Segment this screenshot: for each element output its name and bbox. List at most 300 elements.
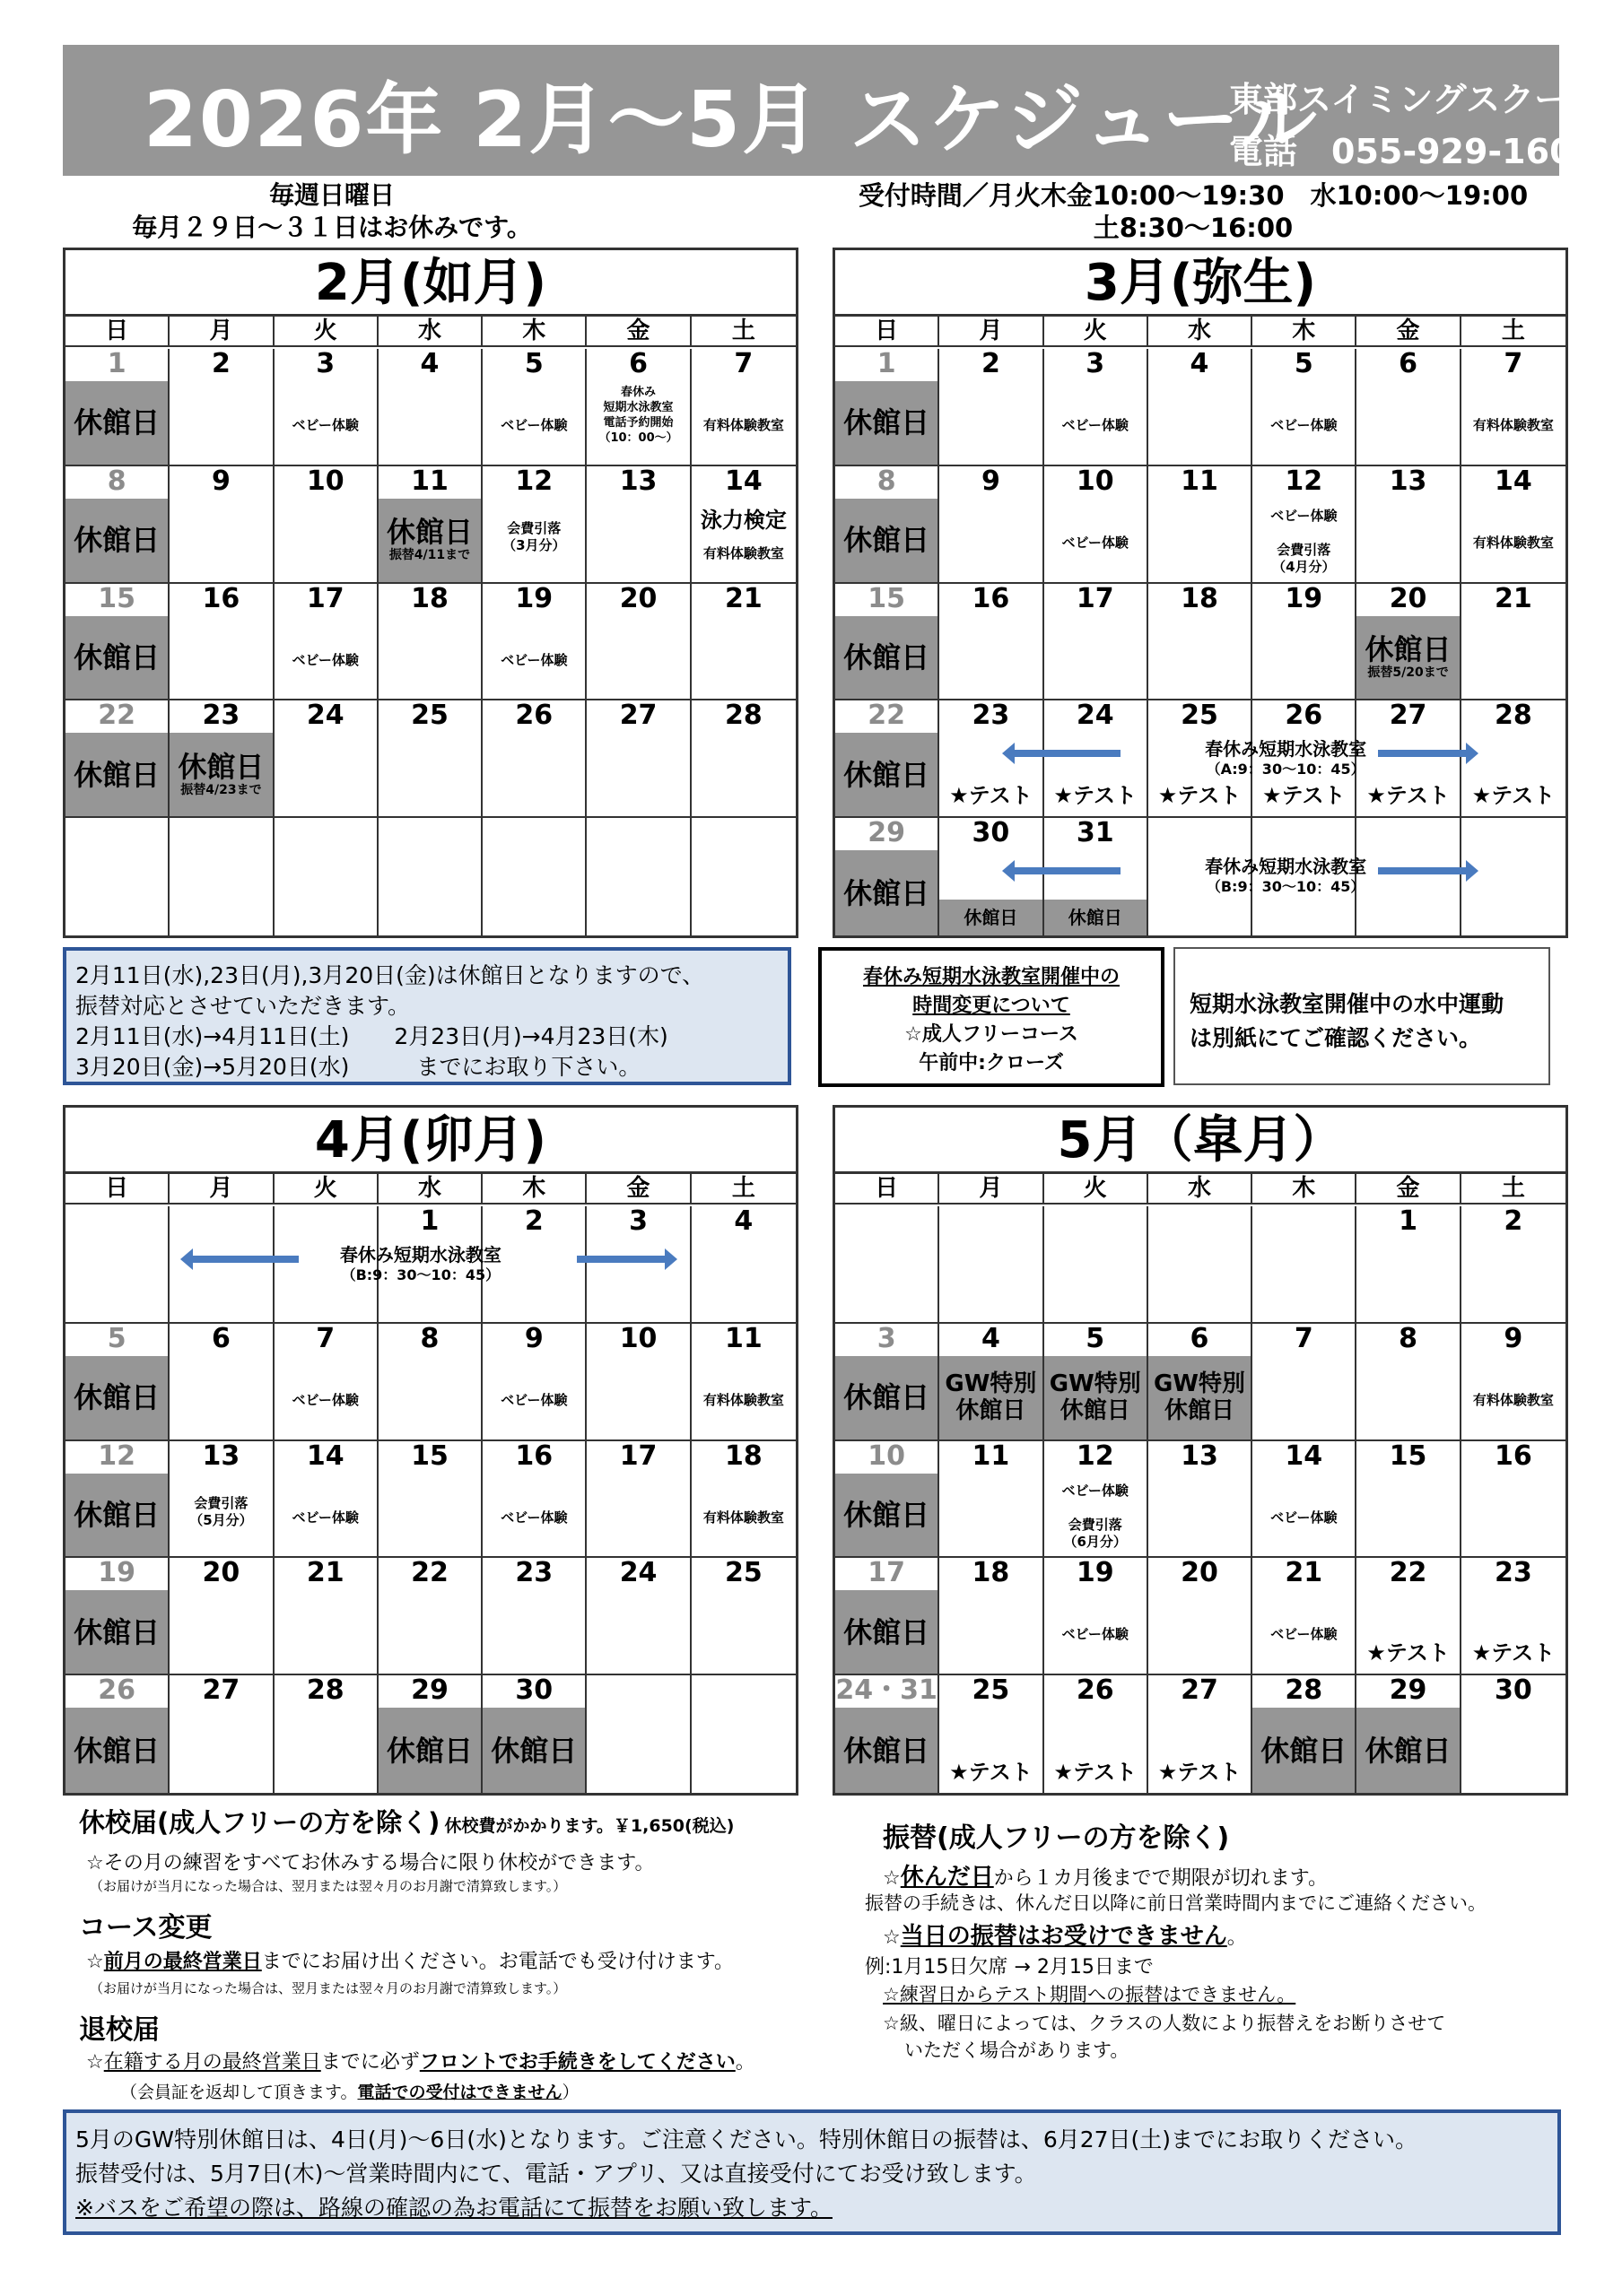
- day-number: 1: [876, 349, 896, 379]
- closed-day: 休館日: [65, 381, 168, 465]
- day-event: 有料体験教室: [702, 544, 784, 561]
- day-number: 29: [868, 818, 906, 849]
- day-number: 14: [724, 465, 763, 497]
- day-event: ベビー体験: [1061, 534, 1129, 551]
- closed-day: 休館日: [835, 1474, 937, 1557]
- calendar-day-cell: [1356, 1675, 1461, 1793]
- calendar-day-cell: [379, 1441, 483, 1559]
- calendar-day-cell: [1461, 349, 1565, 466]
- day-number: 24・31: [835, 1675, 937, 1707]
- calendar-day-cell: [1461, 1558, 1565, 1675]
- taiko-head: 退校届: [79, 2014, 160, 2046]
- calendar-day-cell: [275, 349, 379, 466]
- day-number: 5: [107, 1323, 126, 1354]
- calendar-day-cell: [1044, 1324, 1148, 1441]
- day-number: 2: [981, 349, 1000, 379]
- weekday-label: 土: [1501, 1175, 1525, 1202]
- day-number: 25: [972, 1675, 1010, 1707]
- day-event: ベビー体験: [501, 1391, 568, 1408]
- calendar-day-cell: [692, 349, 796, 466]
- closed-day: 休館日: [835, 381, 937, 465]
- calendar-day-cell: [483, 1324, 587, 1441]
- weekday-label: 火: [1044, 1174, 1148, 1203]
- day-number: 18: [411, 583, 449, 614]
- day-number: 23: [972, 700, 1010, 732]
- day-event: 会費引落 （6月分）: [1063, 1516, 1127, 1550]
- day-number: 12: [515, 465, 554, 497]
- day-number: 6: [1399, 349, 1417, 379]
- test-marker: ★テスト: [1471, 1640, 1556, 1666]
- calendar-day-cell: [1461, 1441, 1565, 1559]
- day-event: 有料体験教室: [1472, 534, 1554, 551]
- closed-day: 休館日: [65, 1590, 168, 1674]
- calendar-day-cell: [170, 818, 274, 935]
- day-number: 18: [724, 1440, 763, 1472]
- spring-class-label: 春休み短期水泳教室 （A:9：30～10：45）: [1205, 738, 1367, 778]
- calendar-day-cell: [1252, 1675, 1356, 1793]
- calendar-day-cell: [692, 700, 796, 818]
- day-number: 20: [619, 583, 658, 614]
- day-number: 30: [972, 818, 1010, 849]
- test-marker: ★テスト: [949, 1759, 1033, 1785]
- calendar-day-cell: [1252, 1206, 1356, 1324]
- day-number: 21: [724, 583, 763, 614]
- furikae-l1: ☆休んだ日から１カ月後までで期限が切れます。: [883, 1864, 1328, 1891]
- month-title: 3月(弥生): [835, 250, 1565, 317]
- closed-day: 休館日: [835, 733, 937, 816]
- day-number: 14: [1494, 465, 1532, 497]
- month-title: 2月(如月): [65, 250, 796, 317]
- closed-bar: 休館日: [1044, 900, 1147, 935]
- calendar-day-cell: [587, 584, 691, 701]
- calendar-day-cell: [587, 1324, 691, 1441]
- course-l1: ☆前月の最終営業日までにお届け出ください。お電話でも受け付けます。: [86, 1951, 734, 1973]
- day-number: 30: [515, 1675, 554, 1707]
- calendar-day-cell: [1252, 1558, 1356, 1675]
- day-number: 19: [1076, 1558, 1114, 1589]
- calendar-day-cell: [1252, 1441, 1356, 1559]
- day-event: 有料体験教室: [702, 417, 784, 433]
- calendar-day-cell: [692, 1206, 796, 1324]
- time-change-l3: ☆成人フリーコース: [904, 1023, 1078, 1046]
- weekday-header: [835, 1174, 1565, 1205]
- day-number: 22: [98, 700, 136, 732]
- furikae-l6: ☆級、曜日によっては、クラスの人数により振替えをお断りさせて: [883, 2013, 1446, 2034]
- day-number: 20: [1389, 583, 1427, 614]
- time-change-l1: 春休み短期水泳教室開催中の: [862, 966, 1120, 988]
- day-number: 4: [420, 349, 440, 379]
- calendar-day-cell: [835, 700, 939, 818]
- day-event: ベビー体験: [1270, 1509, 1338, 1526]
- calendar-day-cell: [483, 1441, 587, 1559]
- calendar-day-cell: [1148, 1206, 1252, 1324]
- calendar-day-cell: [1044, 1675, 1148, 1793]
- day-number: 5: [524, 349, 544, 379]
- day-number: 7: [316, 1323, 336, 1354]
- calendar-day-cell: [692, 1558, 796, 1675]
- weekday-label: 水: [1148, 317, 1252, 345]
- calendar-day-cell: [379, 700, 483, 818]
- day-number: 29: [411, 1675, 449, 1707]
- calendar-day-cell: [170, 1324, 274, 1441]
- day-number: 21: [306, 1558, 344, 1589]
- day-number: 20: [1181, 1558, 1218, 1589]
- test-marker: ★テスト: [1366, 1640, 1450, 1666]
- calendar-day-cell: [835, 466, 939, 584]
- day-number: 11: [972, 1440, 1010, 1472]
- calendar-day-cell: [170, 1558, 274, 1675]
- calendar-day-cell: [1044, 584, 1148, 701]
- calendar-day-cell: [275, 700, 379, 818]
- test-marker: ★テスト: [1053, 1759, 1137, 1785]
- day-number: 24: [306, 700, 344, 732]
- calendar-day-cell: [835, 1675, 939, 1793]
- reception-line1: 受付時間／月火木金10:00～19:30 水10:00～19:00: [858, 180, 1529, 211]
- calendar-day-cell: [483, 818, 587, 935]
- calendar-day-cell: [939, 1324, 1043, 1441]
- day-number: 17: [868, 1558, 906, 1589]
- closed-day: 休館日: [65, 499, 168, 582]
- weekday-label: 木: [1252, 1174, 1356, 1203]
- weekday-label: 土: [731, 317, 755, 344]
- calendar-day-cell: [1356, 1324, 1461, 1441]
- day-number: 25: [411, 700, 449, 732]
- calendar-day-cell: [1252, 466, 1356, 584]
- reception-line2: 土8:30～16:00: [1093, 213, 1294, 243]
- day-event: 有料体験教室: [702, 1391, 784, 1408]
- aqua-l2: は別紙にてご確認ください。: [1190, 1025, 1482, 1051]
- day-number: 26: [1285, 700, 1323, 732]
- calendar-day-cell: [65, 349, 170, 466]
- calendar-day-cell: [170, 466, 274, 584]
- day-number: 5: [1086, 1323, 1105, 1354]
- test-marker: ★テスト: [1053, 783, 1137, 809]
- day-number: 10: [619, 1323, 658, 1354]
- day-event: ベビー体験: [1270, 417, 1338, 433]
- calendar-day-cell: [65, 818, 170, 935]
- weekday-label: 日: [65, 1174, 170, 1203]
- day-number: 27: [619, 700, 658, 732]
- phone-number: 電話 055-929-1600: [1229, 132, 1597, 171]
- month-title: 4月(卯月): [65, 1108, 796, 1174]
- day-number: 20: [202, 1558, 240, 1589]
- spring-class-label: 春休み短期水泳教室 （B:9：30～10：45）: [1205, 856, 1367, 896]
- day-number: 4: [734, 1206, 754, 1237]
- day-number: 22: [868, 700, 906, 732]
- day-number: 22: [1389, 1558, 1427, 1589]
- closed-day: 休館日: [835, 499, 937, 582]
- furikae-notice-l1: 2月11日(水),23日(月),3月20日(金)は休館日となりますので、: [75, 962, 705, 988]
- weekday-label: 日: [835, 1174, 939, 1203]
- calendar-day-cell: [483, 349, 587, 466]
- day-number: 14: [1285, 1440, 1323, 1472]
- calendar-day-cell: [1252, 349, 1356, 466]
- furikae-l5: ☆練習日からテスト期間への振替はできません。: [883, 1984, 1296, 2005]
- test-marker: ★テスト: [1366, 783, 1450, 809]
- calendar-day-cell: [692, 584, 796, 701]
- calendar-day-cell: [1044, 1206, 1148, 1324]
- day-number: 4: [1190, 349, 1209, 379]
- gw-notice-l2: 振替受付は、5月7日(木)～営業時間内にて、電話・アプリ、又は直接受付にてお受け致します。: [75, 2161, 1037, 2187]
- closed-day: 休館日 振替4/23まで: [170, 733, 272, 816]
- calendar-day-cell: [1148, 584, 1252, 701]
- weekday-label: 火: [275, 317, 379, 345]
- weekday-label: 日: [65, 317, 170, 345]
- closed-day: 休館日 振替5/20まで: [1356, 616, 1459, 700]
- calendar-day-cell: [1044, 466, 1148, 584]
- day-number: 2: [524, 1206, 544, 1237]
- calendar-day-cell: [1356, 584, 1461, 701]
- day-number: 13: [1389, 465, 1427, 497]
- day-number: 6: [211, 1323, 231, 1354]
- calendar-day-cell: [1252, 584, 1356, 701]
- day-number: 9: [1504, 1323, 1523, 1354]
- day-number: 31: [1076, 818, 1114, 849]
- kyuko-l2: （お届けが当月になった場合は、翌月または翌々月のお月謝で清算致します。）: [90, 1878, 567, 1894]
- closed-day: 休館日: [65, 1356, 168, 1439]
- calendar-day-cell: [170, 700, 274, 818]
- calendar-day-cell: [170, 1441, 274, 1559]
- calendar-day-cell: [1044, 818, 1148, 935]
- weekday-label: 土: [731, 1175, 755, 1202]
- day-number: 7: [1294, 1323, 1313, 1354]
- calendar-day-cell: [65, 1441, 170, 1559]
- weekday-label: 火: [1044, 317, 1148, 345]
- weekday-label: 木: [483, 1174, 587, 1203]
- day-number: 10: [868, 1440, 906, 1472]
- day-number: 23: [515, 1558, 554, 1589]
- day-number: 8: [420, 1323, 440, 1354]
- weekday-label: 月: [170, 1174, 274, 1203]
- day-number: 9: [981, 465, 1000, 497]
- calendar-day-cell: [65, 1206, 170, 1324]
- calendar-day-cell: [692, 818, 796, 935]
- day-number: 26: [515, 700, 554, 732]
- day-event: ベビー体験: [1061, 1482, 1129, 1499]
- calendar-day-cell: [939, 700, 1043, 818]
- closed-day: 休館日: [835, 1590, 937, 1674]
- day-number: 13: [619, 465, 658, 497]
- day-number: 17: [619, 1440, 658, 1472]
- day-number: 23: [202, 700, 240, 732]
- calendar-mar: [833, 248, 1568, 938]
- weekday-label: 金: [587, 1174, 691, 1203]
- day-number: 15: [1389, 1440, 1427, 1472]
- calendar-day-cell: [835, 1206, 939, 1324]
- test-marker: ★テスト: [1471, 783, 1556, 809]
- calendar-day-cell: [1461, 466, 1565, 584]
- day-number: 21: [1494, 583, 1532, 614]
- calendar-day-cell: [835, 1558, 939, 1675]
- furikae-l4: 例:1月15日欠席 → 2月15日まで: [865, 1956, 1154, 1979]
- furikae-notice-l4: 3月20日(金)→5月20日(水) までにお取り下さい。: [75, 1054, 641, 1080]
- day-number: 4: [981, 1323, 1000, 1354]
- day-event: ベビー体験: [292, 1509, 359, 1526]
- calendar-day-cell: [1461, 584, 1565, 701]
- day-event: ベビー体験: [1061, 1626, 1129, 1643]
- furikae-notice-l2: 振替対応とさせていただきます。: [75, 993, 411, 1019]
- calendar-day-cell: [1356, 1441, 1461, 1559]
- calendar-day-cell: [835, 349, 939, 466]
- school-name: 東部スイミングスクール: [1229, 80, 1602, 119]
- day-number: 19: [98, 1558, 136, 1589]
- day-number: 3: [876, 1323, 896, 1354]
- day-number: 24: [619, 1558, 658, 1589]
- day-number: 1: [1399, 1206, 1417, 1237]
- day-number: 10: [1076, 465, 1114, 497]
- day-number: 17: [306, 583, 344, 614]
- calendar-day-cell: [835, 1441, 939, 1559]
- test-marker: ★テスト: [1157, 1759, 1242, 1785]
- day-number: 16: [515, 1440, 554, 1472]
- day-number: 5: [1294, 349, 1313, 379]
- day-number: 26: [98, 1675, 136, 1707]
- weekday-label: 月: [939, 1174, 1043, 1203]
- calendar-day-cell: [1044, 349, 1148, 466]
- weekday-header: [65, 1174, 796, 1205]
- day-number: 11: [724, 1323, 763, 1354]
- calendar-day-cell: [692, 1324, 796, 1441]
- calendar-day-cell: [170, 584, 274, 701]
- day-number: 28: [1285, 1675, 1323, 1707]
- day-number: 8: [107, 465, 126, 497]
- weekday-label: 木: [483, 317, 587, 345]
- calendar-day-cell: [1356, 1206, 1461, 1324]
- calendar-day-cell: [483, 1558, 587, 1675]
- day-event: ベビー体験: [1061, 417, 1129, 433]
- day-number: 27: [1181, 1675, 1218, 1707]
- day-event: ベビー体験: [292, 651, 359, 668]
- day-number: 26: [1076, 1675, 1114, 1707]
- day-number: 18: [1181, 583, 1218, 614]
- kyuko-fee: 休校費がかかります。￥1,650(税込): [444, 1816, 735, 1836]
- calendar-day-cell: [1148, 1441, 1252, 1559]
- gw-notice-l1: 5月のGW特別休館日は、4日(月)～6日(水)となります。ご注意ください。特別休館日の振替は、6月27日(土)までにお取りください。: [75, 2126, 1418, 2152]
- day-number: 13: [1181, 1440, 1218, 1472]
- day-number: 7: [1504, 349, 1523, 379]
- day-event: ベビー体験: [292, 417, 359, 433]
- day-number: 1: [107, 349, 126, 379]
- calendar-day-cell: [65, 1558, 170, 1675]
- day-number: 2: [1504, 1206, 1523, 1237]
- day-number: 25: [724, 1558, 763, 1589]
- day-number: 9: [524, 1323, 544, 1354]
- day-event: 春休み 短期水泳教室 電話予約開始 （10：00～）: [598, 386, 678, 445]
- calendar-day-cell: [692, 1675, 796, 1793]
- furikae-l7: いただく場合があります。: [904, 2039, 1129, 2061]
- day-number: 12: [1076, 1440, 1114, 1472]
- weekday-label: 日: [835, 317, 939, 345]
- calendar-day-cell: [1252, 1324, 1356, 1441]
- calendar-day-cell: [483, 584, 587, 701]
- calendar-day-cell: [170, 349, 274, 466]
- calendar-day-cell: [1461, 1206, 1565, 1324]
- calendar-day-cell: [1044, 1441, 1148, 1559]
- day-number: 8: [1399, 1323, 1417, 1354]
- calendar-day-cell: [65, 1675, 170, 1793]
- day-number: 6: [1190, 1323, 1209, 1354]
- closed-day: 休館日: [65, 733, 168, 816]
- day-number: 1: [420, 1206, 440, 1237]
- arrow-right: [577, 1256, 667, 1263]
- closed-day: 休館日: [835, 850, 937, 935]
- day-number: 16: [1494, 1440, 1532, 1472]
- course-l2: （お届けが当月になった場合は、翌月または翌々月のお月謝で清算致します。）: [90, 1980, 567, 1996]
- closed-day: GW特別 休館日: [1044, 1356, 1147, 1439]
- calendar-day-cell: [587, 818, 691, 935]
- calendar-day-cell: [275, 584, 379, 701]
- day-number: 3: [1086, 349, 1105, 379]
- day-number: 22: [411, 1558, 449, 1589]
- kyuko-header: [79, 1803, 734, 1839]
- calendar-day-cell: [275, 818, 379, 935]
- calendar-day-cell: [835, 1324, 939, 1441]
- closed-day: GW特別 休館日: [1148, 1356, 1251, 1439]
- calendar-day-cell: [939, 1441, 1043, 1559]
- day-number: 8: [876, 465, 896, 497]
- calendar-day-cell: [587, 700, 691, 818]
- day-number: 9: [211, 465, 231, 497]
- time-change-l2: 時間変更について: [912, 995, 1070, 1017]
- day-event: 会費引落 （4月分）: [1272, 541, 1336, 575]
- calendar-day-cell: [275, 1324, 379, 1441]
- weekday-label: 金: [1356, 1174, 1461, 1203]
- calendar-day-cell: [1461, 1675, 1565, 1793]
- calendar-day-cell: [1044, 1558, 1148, 1675]
- kyuko-l1: ☆その月の練習をすべてお休みする場合に限り休校ができます。: [86, 1852, 655, 1874]
- calendar-day-cell: [939, 1558, 1043, 1675]
- weekday-label: 土: [1501, 317, 1525, 344]
- closed-day: 休館日: [65, 1474, 168, 1557]
- calendar-day-cell: [65, 584, 170, 701]
- calendar-day-cell: [483, 700, 587, 818]
- test-marker: ★テスト: [1262, 783, 1346, 809]
- calendar-day-cell: [1148, 349, 1252, 466]
- day-number: 15: [411, 1440, 449, 1472]
- calendar-day-cell: [939, 349, 1043, 466]
- closed-day: 休館日: [835, 1356, 937, 1439]
- test-marker: ★テスト: [1157, 783, 1242, 809]
- furikae-l3: ☆当日の振替はお受けできません。: [883, 1923, 1247, 1950]
- day-event: 会費引落 （5月分）: [189, 1494, 253, 1528]
- day-number: 10: [306, 465, 344, 497]
- weekday-label: 水: [379, 317, 483, 345]
- day-event: ベビー体験: [501, 651, 568, 668]
- day-number: 12: [1285, 465, 1323, 497]
- day-event: 有料体験教室: [1472, 417, 1554, 433]
- calendar-feb: [63, 248, 798, 938]
- test-marker: ★テスト: [949, 783, 1033, 809]
- day-number: 28: [306, 1675, 344, 1707]
- weekday-label: 金: [1356, 317, 1461, 345]
- calendar-may: [833, 1105, 1568, 1796]
- calendar-day-cell: [379, 1558, 483, 1675]
- closed-day: 休館日: [483, 1708, 585, 1793]
- calendar-day-cell: [939, 818, 1043, 935]
- day-number: 6: [629, 349, 648, 379]
- calendar-apr: [63, 1105, 798, 1796]
- day-number: 27: [202, 1675, 240, 1707]
- course-head: コース変更: [79, 1912, 213, 1944]
- calendar-day-cell: [1148, 1324, 1252, 1441]
- day-number: 19: [515, 583, 554, 614]
- weekday-label: 月: [939, 317, 1043, 345]
- taiko-l2: （会員証を返却して頂きます。電話での受付はできません）: [120, 2083, 580, 2102]
- day-event: ベビー体験: [1270, 1626, 1338, 1643]
- weekday-label: 月: [170, 317, 274, 345]
- day-event: ベビー体験: [501, 1509, 568, 1526]
- arrow-left: [1013, 867, 1121, 874]
